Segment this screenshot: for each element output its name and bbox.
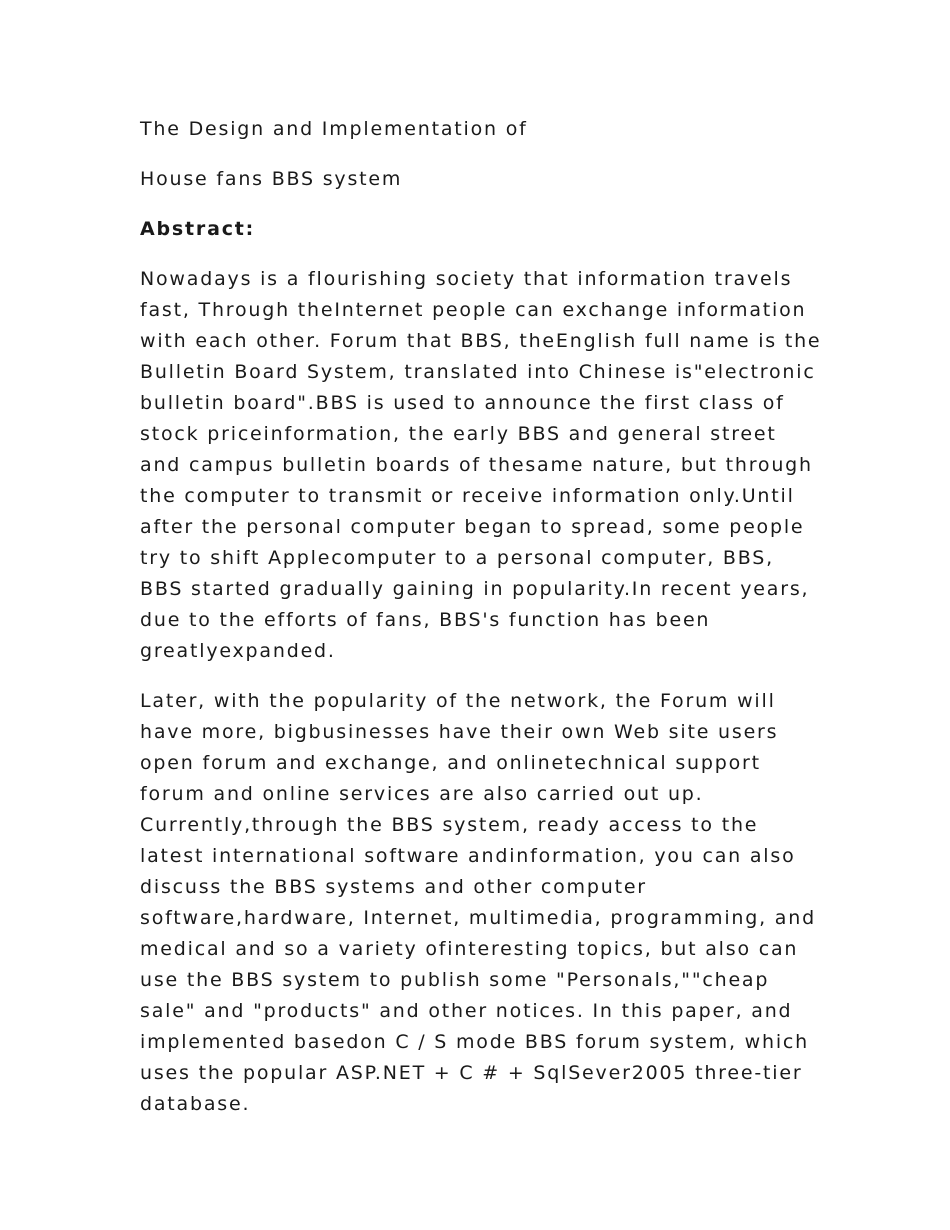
paragraph-line: medical and so a variety ofinteresting topics, but also can: [140, 938, 799, 960]
paragraph-line: stock priceinformation, the early BBS and general street: [140, 423, 777, 445]
abstract-paragraph-1: [140, 264, 820, 667]
paragraph-line: with each other. Forum that BBS, theEnglish full name is the: [140, 330, 822, 352]
paragraph-line: due to the efforts of fans, BBS's function has been: [140, 609, 711, 631]
paragraph-line: BBS started gradually gaining in popularity.In recent years,: [140, 578, 810, 600]
abstract-paragraph-2: [140, 686, 820, 1120]
paragraph-line: after the personal computer began to spread, some people: [140, 516, 805, 538]
paragraph-line: bulletin board".BBS is used to announce the first class of: [140, 392, 785, 414]
paragraph-line: software,hardware, Internet, multimedia, programming, and: [140, 907, 816, 929]
paragraph-line: Nowadays is a flourishing society that information travels: [140, 268, 793, 290]
paragraph-line: sale" and "products" and other notices. In this paper, and: [140, 1000, 793, 1022]
title-line-2: House fans BBS system: [140, 168, 403, 190]
paragraph-line: latest international software andinformation, you can also: [140, 845, 796, 867]
paragraph-line: Later, with the popularity of the network, the Forum will: [140, 690, 776, 712]
paragraph-line: and campus bulletin boards of thesame nature, but through: [140, 454, 813, 476]
title-line-1: The Design and Implementation of: [140, 118, 528, 140]
paragraph-line: discuss the BBS systems and other computer: [140, 876, 647, 898]
paragraph-line: try to shift Applecomputer to a personal computer, BBS,: [140, 547, 774, 569]
paragraph-line: the computer to transmit or receive information only.Until: [140, 485, 795, 507]
paragraph-line: greatlyexpanded.: [140, 640, 336, 662]
paragraph-line: uses the popular ASP.NET + C # + SqlSever2005 three-tier: [140, 1062, 803, 1084]
paragraph-line: database.: [140, 1093, 251, 1115]
document-page: [140, 114, 820, 1139]
paragraph-line: forum and online services are also carried out up.: [140, 783, 704, 805]
paragraph-line: have more, bigbusinesses have their own Web site users: [140, 721, 779, 743]
paragraph-line: fast, Through theInternet people can exchange information: [140, 299, 807, 321]
paragraph-line: use the BBS system to publish some "Personals,""cheap: [140, 969, 770, 991]
paragraph-line: Currently,through the BBS system, ready access to the: [140, 814, 759, 836]
paragraph-line: open forum and exchange, and onlinetechnical support: [140, 752, 761, 774]
abstract-heading: Abstract:: [140, 218, 256, 240]
paragraph-line: implemented basedon C / S mode BBS forum system, which: [140, 1031, 809, 1053]
paragraph-line: Bulletin Board System, translated into Chinese is"electronic: [140, 361, 816, 383]
